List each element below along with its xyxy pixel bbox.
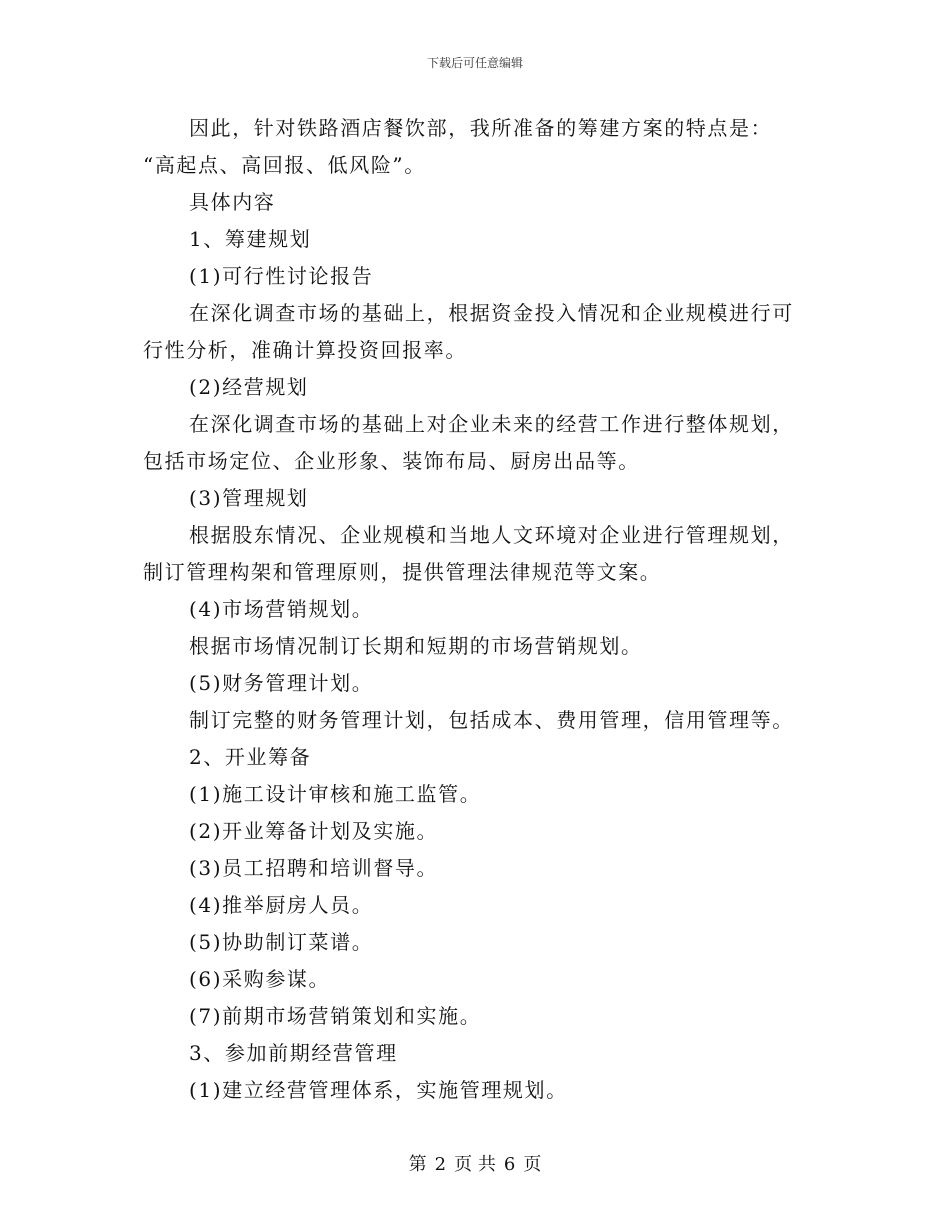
section-label: 具体内容 [189, 190, 276, 214]
footer-middle: 页 共 [454, 1154, 496, 1175]
current-page-number: 2 [434, 1154, 447, 1175]
list-item: (3)员工招聘和培训督导。 [189, 856, 439, 880]
list-item: (5)协助制订菜谱。 [189, 930, 374, 954]
subsection-heading: (1)可行性讨论报告 [189, 264, 374, 288]
paragraph-line: “高起点、高回报、低风险”。 [143, 153, 426, 177]
list-item: (7)前期市场营销策划和实施。 [189, 1004, 482, 1028]
list-item: (4)推举厨房人员。 [189, 893, 374, 917]
total-page-count: 6 [503, 1154, 516, 1175]
subsection-heading: (4)市场营销规划。 [189, 597, 374, 621]
section-heading: 2、开业筹备 [189, 745, 312, 769]
page-footer [0, 1150, 950, 1176]
subsection-heading: (2)经营规划 [189, 375, 309, 399]
list-item: (1)施工设计审核和施工监管。 [189, 782, 482, 806]
paragraph-line: 在深化调查市场的基础上对企业未来的经营工作进行整体规划， [189, 412, 794, 436]
section-heading: 1、筹建规划 [189, 227, 312, 251]
list-item: (2)开业筹备计划及实施。 [189, 819, 439, 843]
paragraph-line: 根据市场情况制订长期和短期的市场营销规划。 [189, 634, 643, 658]
footer-suffix: 页 [523, 1154, 542, 1175]
paragraph-line: 因此，针对铁路酒店餐饮部，我所准备的筹建方案的特点是： [189, 116, 773, 140]
paragraph-line: 行性分析，准确计算投资回报率。 [143, 338, 467, 362]
paragraph-line: 包括市场定位、企业形象、装饰布局、厨房出品等。 [143, 449, 640, 473]
page-header: 下载后可任意编辑 [426, 56, 523, 70]
paragraph-line: 制订管理构架和管理原则，提供管理法律规范等文案。 [143, 560, 662, 584]
paragraph-line: 在深化调查市场的基础上，根据资金投入情况和企业规模进行可 [189, 301, 794, 325]
list-item: (1)建立经营管理体系，实施管理规划。 [189, 1078, 568, 1102]
subsection-heading: (3)管理规划 [189, 486, 309, 510]
document-body [143, 110, 823, 1109]
section-heading: 3、参加前期经营管理 [189, 1041, 398, 1065]
list-item: (6)采购参谋。 [189, 967, 331, 991]
subsection-heading: (5)财务管理计划。 [189, 671, 374, 695]
footer-prefix: 第 [408, 1154, 427, 1175]
paragraph-line: 制订完整的财务管理计划，包括成本、费用管理，信用管理等。 [189, 708, 794, 732]
paragraph-line: 根据股东情况、企业规模和当地人文环境对企业进行管理规划， [189, 523, 794, 547]
